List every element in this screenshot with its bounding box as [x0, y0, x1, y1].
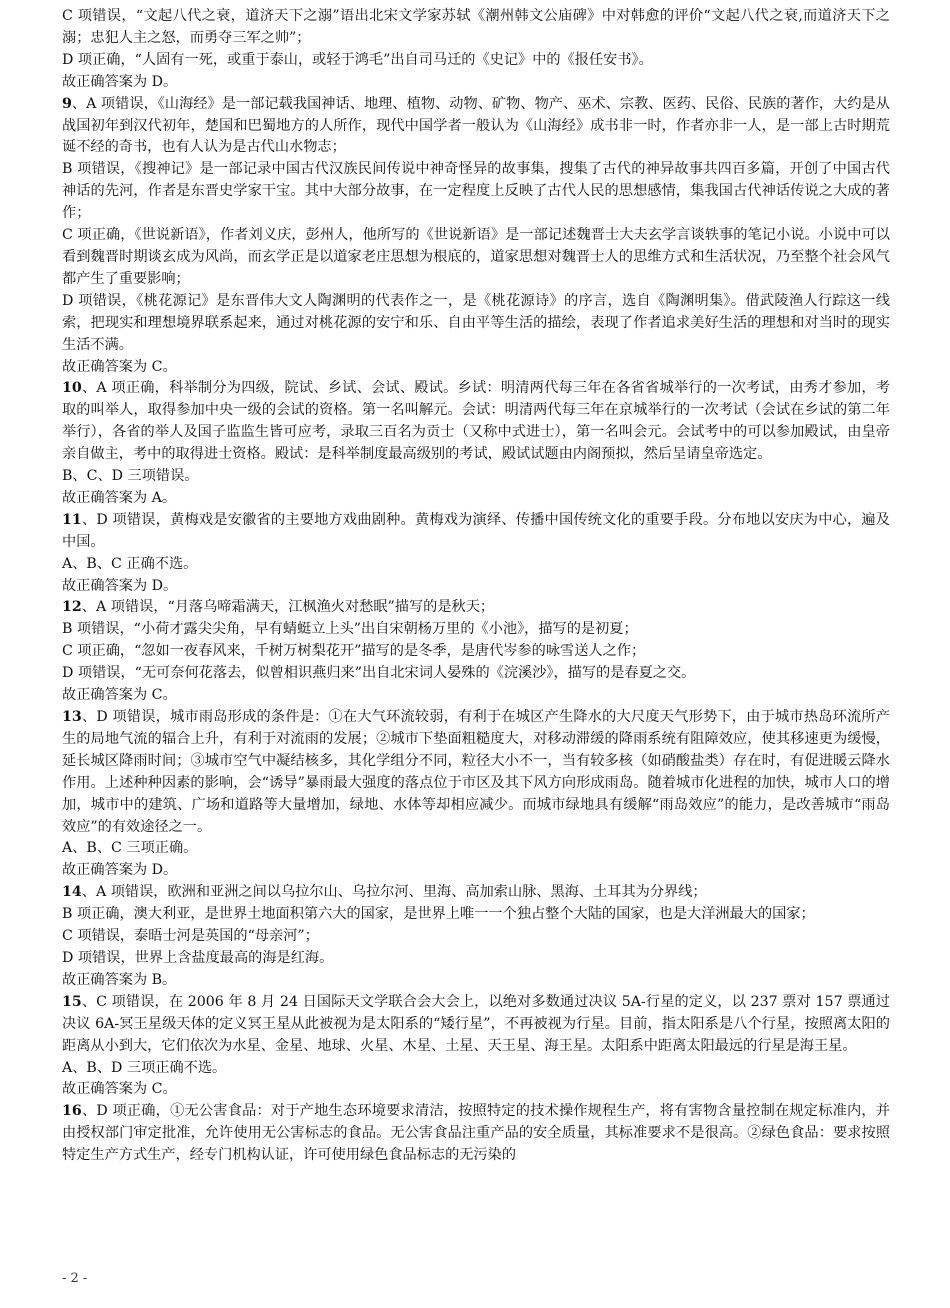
question-explanation [62, 94, 890, 160]
question-number: 11 [62, 511, 82, 528]
explanation-line [62, 466, 890, 488]
explanation-line [62, 838, 890, 860]
question-number: 15 [62, 993, 82, 1010]
explanation-line [62, 948, 890, 970]
explanation-line [62, 72, 890, 94]
line-text: D 项错误，世界上含盐度最高的海是红海。 [62, 949, 334, 966]
question-number: 16 [62, 1103, 82, 1120]
line-text: D 项错误，“无可奈何花落去，似曾相识燕归来”出自北宋词人晏殊的《浣溪沙》，描写的是春夏之交。 [62, 665, 696, 682]
line-text: 故正确答案为 D。 [62, 862, 178, 879]
explanation-line [62, 1058, 890, 1080]
explanation-line [62, 488, 890, 510]
line-text: C 项错误，“文起八代之衰，道济天下之溺”语出北宋文学家苏轼《潮州韩文公庙碑》中对韩愈的评价“文起八代之衰,而道济天下之溺；忠犯人主之怒，而勇夺三军之帅”； [62, 8, 890, 46]
line-text: B、C、D 三项错误。 [62, 468, 199, 485]
explanation-line [62, 1079, 890, 1101]
explanation-line [62, 554, 890, 576]
explanation-line [62, 619, 890, 641]
explanation-line [62, 6, 890, 50]
line-text: 、A 项错误，《山海经》是一部记载我国神话、地理、植物、动物、矿物、物产、巫术、宗教、医药、民俗、民族的著作，大约是从战国初年到汉代初年，楚国和巴蜀地方的人所作，现代中国学者一般认为《山海经》成书非一时，作者亦非一人，是一部上古时期荒诞不经的奇书，也有人认为是古代山水物志； [62, 95, 890, 156]
question-explanation [62, 597, 890, 619]
document-body [62, 6, 890, 1167]
question-number: 10 [62, 380, 82, 397]
line-text: D 项错误，《桃花源记》是东晋伟大文人陶渊明的代表作之一，是《桃花源诗》的序言，选自《陶渊明集》。借武陵渔人行踪这一线索，把现实和理想境界联系起来，通过对桃花源的安宁和乐、自由平等生活的描绘，表现了作者追求美好生活的理想和对当时的现实生活不满。 [62, 292, 890, 353]
line-text: B 项错误，《搜神记》是一部记录中国古代汉族民间传说中神奇怪异的故事集，搜集了古代的神异故事共四百多篇，开创了中国古代神话的先河，作者是东晋史学家干宝。其中大部分故事，在一定程度上反映了古代人民的思想感情，集我国古代神话传说之大成的著作； [62, 161, 890, 222]
line-text: 故正确答案为 C。 [62, 687, 177, 704]
explanation-line [62, 663, 890, 685]
explanation-line [62, 904, 890, 926]
explanation-line [62, 159, 890, 225]
explanation-line [62, 860, 890, 882]
explanation-line [62, 50, 890, 72]
line-text: B 项正确，澳大利亚，是世界土地面积第六大的国家，是世界上唯一一个独占整个大陆的国家，也是大洋洲最大的国家； [62, 906, 815, 923]
line-text: 、A 项错误，“月落乌啼霜满天，江枫渔火对愁眠”描写的是秋天； [81, 599, 495, 616]
line-text: 、A 项正确，科举制分为四级，院试、乡试、会试、殿试。乡试：明清两代每三年在各省省城举行的一次考试，由秀才参加，考取的叫举人，取得参加中央一级的会试的资格。第一名叫解元。会试：明清两代每三年在京城举行的一次考试（会试在乡试的第二年举行），各省的举人及国子监监生皆可应考，录取三百名为贡士（又称中式进士），第一名叫会元。会试考中的可以参加殿试，由皇帝亲自做主，考中的取得进士资格。殿试：是科举制度最高级别的考试，殿试试题由内阁预拟，然后呈请皇帝选定。 [62, 380, 890, 463]
question-explanation [62, 992, 890, 1058]
line-text: 故正确答案为 A。 [62, 489, 177, 506]
explanation-line [62, 576, 890, 598]
line-text: C 项正确，《世说新语》，作者刘义庆，彭州人，他所写的《世说新语》是一部记述魏晋士大夫玄学言谈轶事的笔记小说。小说中可以看到魏晋时期谈玄成为风尚，而玄学正是以道家老庄思想为根底的，道家思想对魏晋士人的思维方式和生活状况，乃至整个社会风气都产生了重要影响； [62, 227, 890, 287]
explanation-line [62, 926, 890, 948]
question-explanation [62, 707, 890, 838]
line-text: A、B、C 正确不选。 [62, 555, 198, 572]
question-number: 9 [62, 95, 72, 112]
line-text: 故正确答案为 B。 [62, 971, 177, 988]
question-explanation [62, 378, 890, 466]
line-text: 、D 项错误，黄梅戏是安徽省的主要地方戏曲剧种。黄梅戏为演绎、传播中国传统文化的重要手段。分布地以安庆为中心，遍及中国。 [62, 511, 890, 550]
question-explanation [62, 1101, 890, 1167]
line-text: 、C 项错误，在 2006 年 8 月 24 日国际天文学联合会大会上，以绝对多数通过决议 5A-行星的定义，以 237 票对 157 票通过决议 6A-冥王星级天体的定义冥王星从此被视为是太阳系的“矮行星”，不再被视为行星。目前，指太阳系是八个行星，按照离太阳的距离从小到大，它们依次为水星、金星、地球、火星、木星、土星、天王星、海王星。太阳系中距离太阳最远的行星是海王星。 [62, 993, 890, 1054]
line-text: 故正确答案为 D。 [62, 73, 178, 90]
question-number: 13 [62, 709, 82, 725]
page-number: - 2 - [62, 1271, 88, 1286]
explanation-line [62, 225, 890, 291]
line-text: 故正确答案为 D。 [62, 577, 178, 594]
line-text: 故正确答案为 C。 [62, 358, 177, 375]
line-text: 、D 项正确，①无公害食品：对于产地生态环境要求清洁，按照特定的技术操作规程生产，将有害物含量控制在规定标准内，并由授权部门审定批准，允许使用无公害标志的食品。无公害食品注重产品的安全质量，其标准要求不是很高。②绿色食品：要求按照特定生产方式生产，经专门机构认证，许可使用绿色食品标志的无污染的 [62, 1103, 890, 1164]
explanation-line [62, 970, 890, 992]
line-text: B 项错误，“小荷才露尖尖角，早有蜻蜓立上头”出自宋朝杨万里的《小池》，描写的是初夏； [62, 621, 638, 638]
explanation-line [62, 291, 890, 357]
line-text: 、A 项错误，欧洲和亚洲之间以乌拉尔山、乌拉尔河、里海、高加索山脉、黑海、土耳其为分界线； [81, 884, 707, 901]
question-explanation [62, 510, 890, 554]
explanation-line [62, 641, 890, 663]
question-explanation [62, 882, 890, 904]
line-text: 故正确答案为 C。 [62, 1081, 177, 1098]
line-text: C 项错误，泰晤士河是英国的“母亲河”； [62, 928, 319, 945]
question-number: 14 [62, 884, 82, 901]
line-text: C 项正确，“忽如一夜春风来，千树万树梨花开”描写的是冬季，是唐代岑参的咏雪送人之作； [62, 643, 646, 660]
explanation-line [62, 685, 890, 707]
line-text: A、B、D 三项正确不选。 [62, 1059, 227, 1076]
line-text: D 项正确，“人固有一死，或重于泰山，或轻于鸿毛”出自司马迁的《史记》中的《报任安书》。 [62, 51, 653, 68]
question-number: 12 [62, 599, 82, 616]
line-text: 、D 项错误，城市雨岛形成的条件是：①在大气环流较弱，有利于在城区产生降水的大尺度天气形势下，由于城市热岛环流所产生的局地气流的辐合上升，有利于对流雨的发展；②城市下垫面粗糙度大，对移动滞缓的降雨系统有阻障效应，使其移速更为缓慢，延长城区降雨时间；③城市空气中凝结核多，其化学组分不同，粒径大小不一，当有较多核（如硝酸盐类）存在时，有促进暖云降水作用。上述种种因素的影响，会“诱导”暴雨最大强度的落点位于市区及其下风方向形成雨岛。随着城市化进程的加快，城市人口的增加，城市中的建筑、广场和道路等大量增加，绿地、水体等却相应减少。而城市绿地具有缓解“雨岛效应”的能力，是改善城市“雨岛效应”的有效途径之一。 [62, 709, 890, 835]
line-text: A、B、C 三项正确。 [62, 840, 198, 857]
explanation-line [62, 357, 890, 379]
